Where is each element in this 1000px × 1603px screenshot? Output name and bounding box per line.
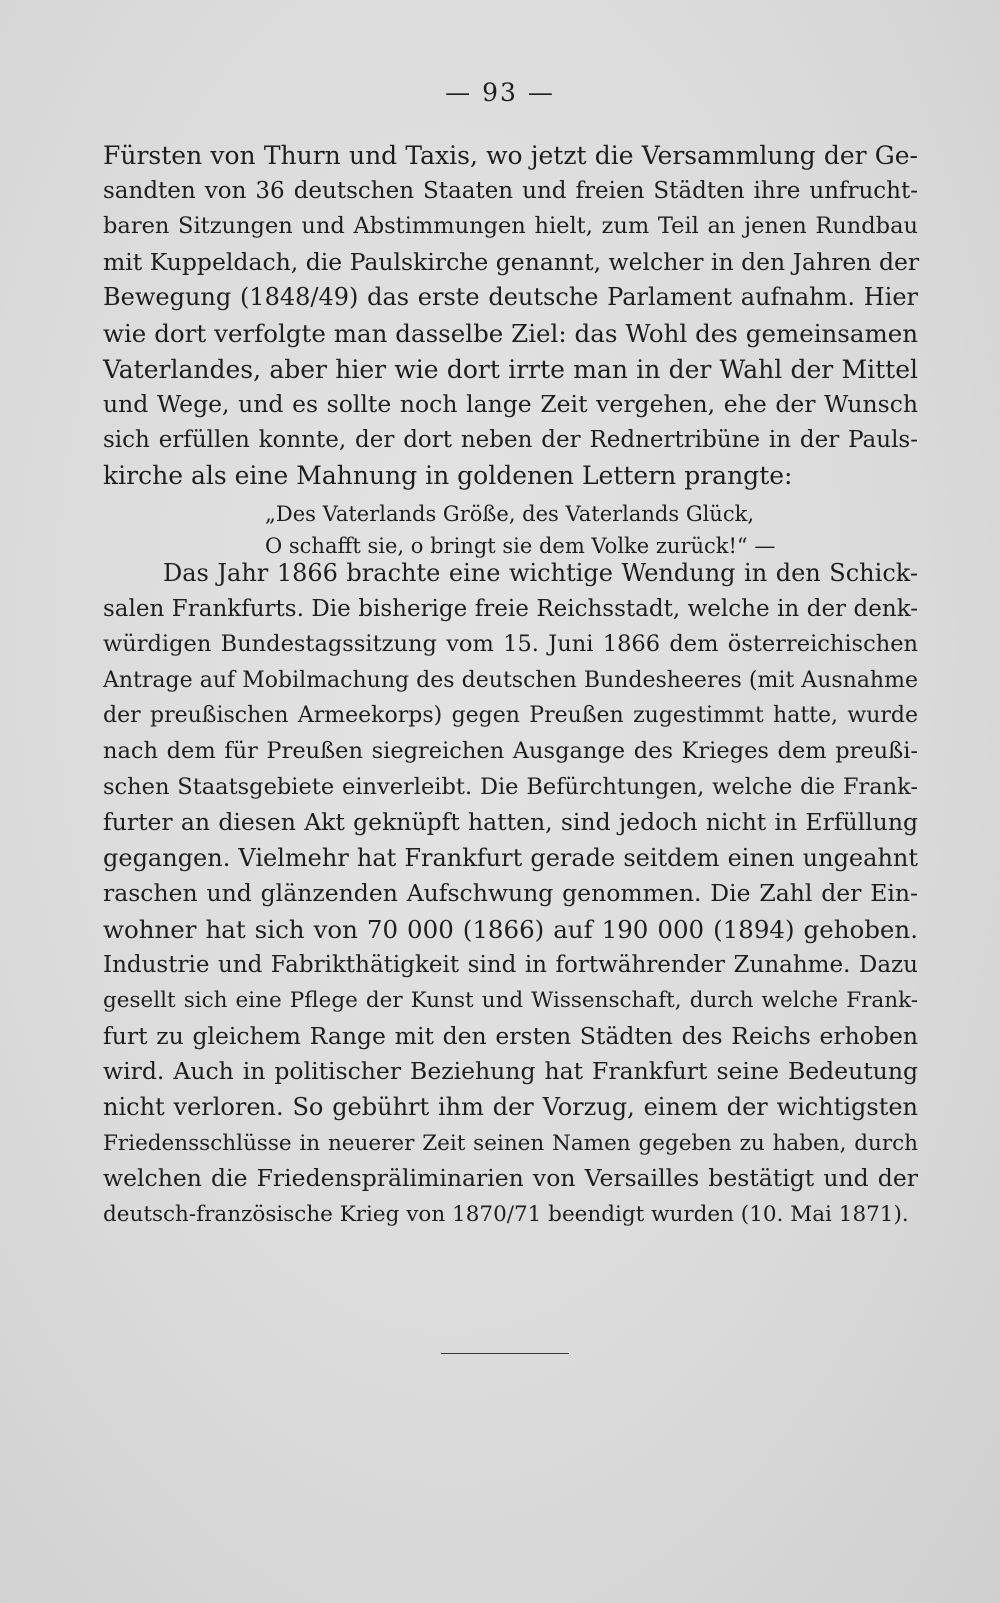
text-line: salen Frankfurts. Die bisherige freie Reichsstadt, welche in der denk- bbox=[103, 595, 918, 622]
text-line: Antrage auf Mobilmachung des deutschen Bundesheeres (mit Ausnahme bbox=[103, 667, 918, 693]
text-line: deutsch-französische Krieg von 1870/71 beendigt wurden (10. Mai 1871). bbox=[103, 1201, 909, 1227]
end-divider bbox=[441, 1353, 569, 1354]
text-line: Vaterlandes, aber hier wie dort irrte man in der Wahl der Mittel bbox=[103, 354, 918, 384]
text-line: Industrie und Fabrikthätigkeit sind in fortwährender Zunahme. Dazu bbox=[103, 951, 918, 978]
text-line: furter an diesen Akt geknüpft hatten, sind jedoch nicht in Erfüllung bbox=[103, 808, 918, 837]
text-line: wohner hat sich von 70 000 (1866) auf 190 000 (1894) gehoben. bbox=[103, 914, 918, 944]
verse-line: „Des Vaterlands Größe, des Vaterlands Glück, bbox=[265, 502, 754, 526]
text-line: Bewegung (1848/49) das erste deutsche Parlament aufnahm. Hier bbox=[103, 283, 918, 312]
text-line: Friedensschlüsse in neuerer Zeit seinen Namen gegeben zu haben, durch bbox=[103, 1130, 918, 1156]
text-line: furt zu gleichem Range mit den ersten Städten des Reichs erhoben bbox=[103, 1021, 918, 1050]
paragraph-1 bbox=[103, 138, 918, 494]
text-line: baren Sitzungen und Abstimmungen hielt, zum Teil an jenen Rundbau bbox=[103, 213, 918, 240]
text-line: wird. Auch in politischer Beziehung hat Frankfurt seine Bedeutung bbox=[103, 1057, 918, 1086]
text-line: gesellt sich eine Pflege der Kunst und Wissenschaft, durch welche Frank- bbox=[103, 988, 918, 1014]
text-line: wie dort verfolgte man dasselbe Ziel: das Wohl des gemeinsamen bbox=[103, 318, 918, 348]
text-line: der preußischen Armeekorps) gegen Preußen zugestimmt hatte, wurde bbox=[103, 703, 918, 729]
text-line: und Wege, und es sollte noch lange Zeit vergehen, ehe der Wunsch bbox=[103, 390, 918, 419]
page-number: — 93 — bbox=[445, 78, 555, 107]
paragraph-2 bbox=[103, 556, 918, 1232]
text-line: schen Staatsgebiete einverleibt. Die Befürchtungen, welche die Frank- bbox=[103, 773, 918, 800]
text-line: gegangen. Vielmehr hat Frankfurt gerade seitdem einen ungeahnt bbox=[103, 843, 918, 872]
text-line: raschen und glänzenden Aufschwung genommen. Die Zahl der Ein- bbox=[103, 879, 918, 908]
text-line: kirche als eine Mahnung in goldenen Lettern prangte: bbox=[103, 461, 793, 491]
verse-line: O schafft sie, o bringt sie dem Volke zurück!“ — bbox=[265, 534, 776, 558]
text-line: sich erfüllen konnte, der dort neben der Rednertribüne in der Pauls- bbox=[103, 426, 918, 453]
text-line: Das Jahr 1866 brachte eine wichtige Wendung in den Schick- bbox=[163, 559, 918, 587]
text-line: würdigen Bundestagssitzung vom 15. Juni 1866 dem österreichischen bbox=[103, 631, 918, 658]
text-line: nicht verloren. So gebührt ihm der Vorzug, einem der wichtigsten bbox=[103, 1092, 918, 1121]
text-line: welchen die Friedenspräliminarien von Versailles bestätigt und der bbox=[103, 1164, 918, 1193]
verse-quote bbox=[265, 498, 785, 562]
text-line: Fürsten von Thurn und Taxis, wo jetzt die Versammlung der Ge- bbox=[103, 141, 918, 170]
text-line: nach dem für Preußen siegreichen Ausgange des Krieges dem preußi- bbox=[103, 737, 918, 764]
text-line: mit Kuppeldach, die Paulskirche genannt, welcher in den Jahren der bbox=[103, 247, 920, 276]
text-line: sandten von 36 deutschen Staaten und freien Städten ihre unfrucht- bbox=[103, 177, 918, 204]
